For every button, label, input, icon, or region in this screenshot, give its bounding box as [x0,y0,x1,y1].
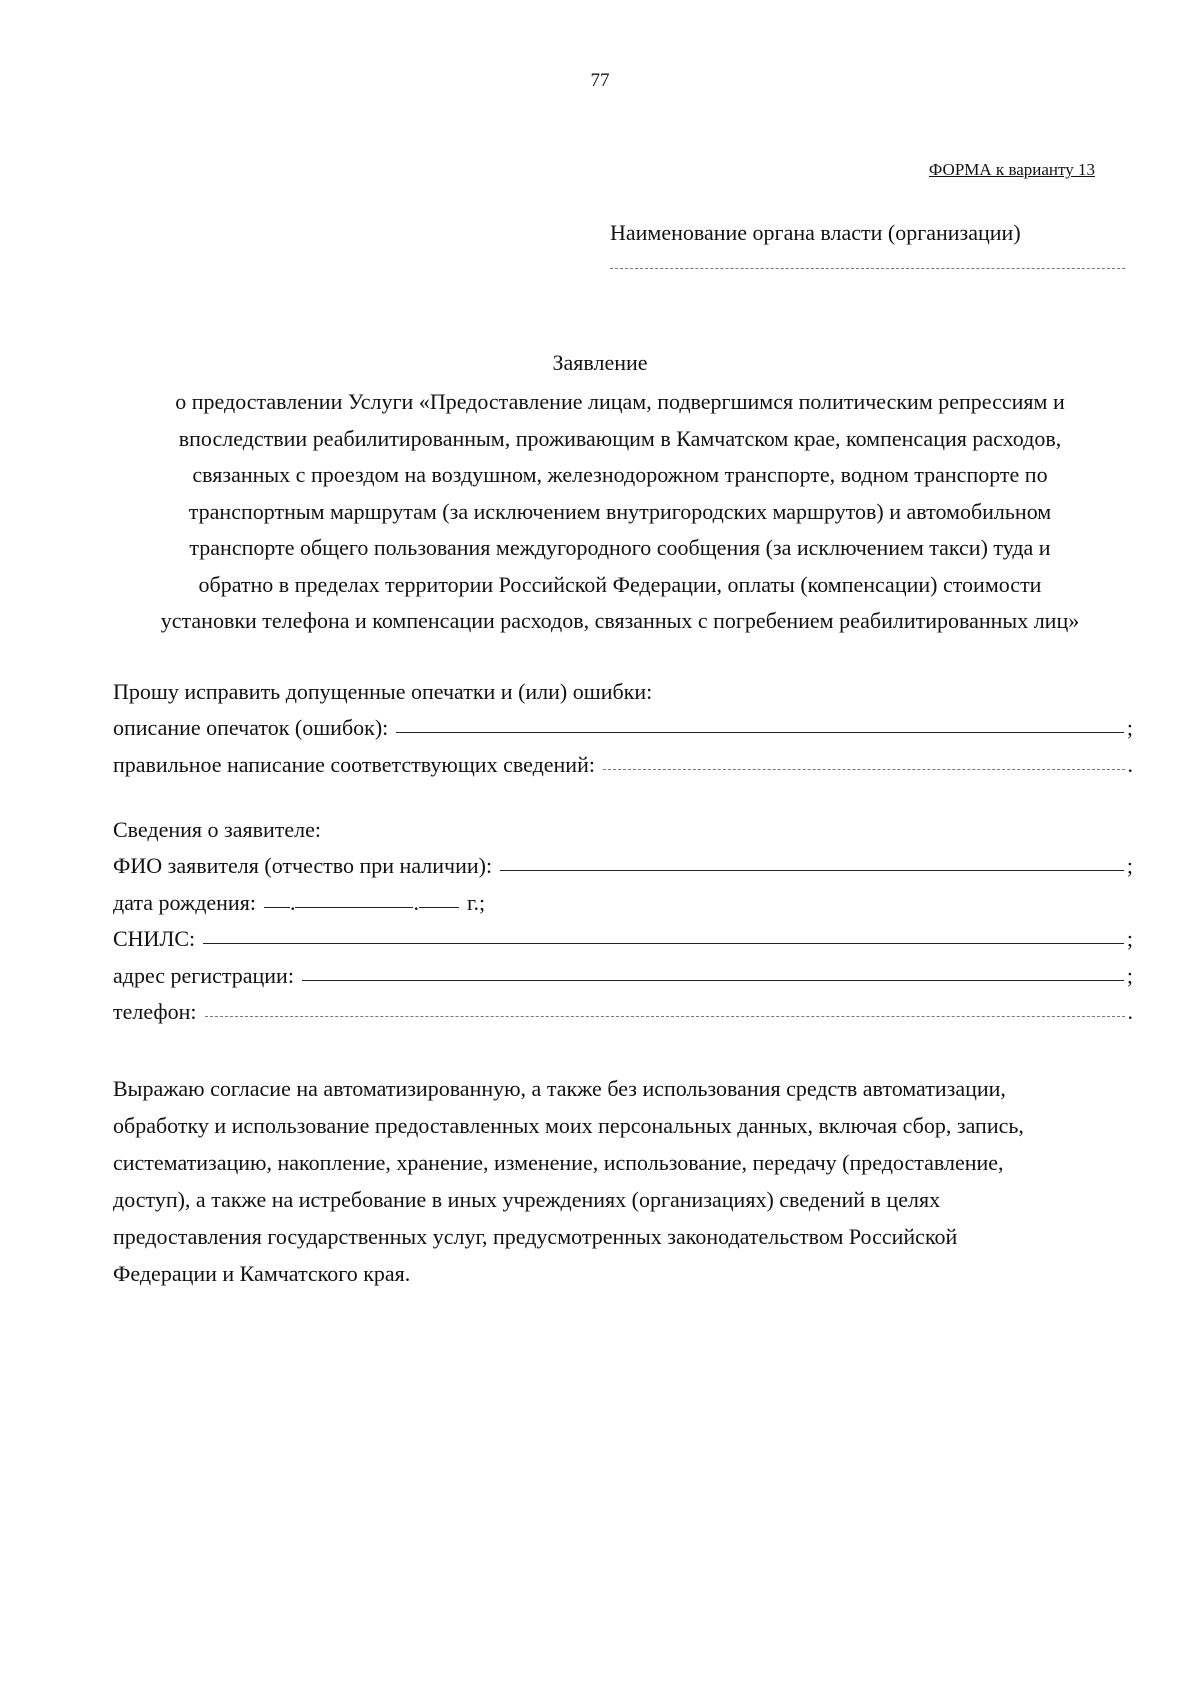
errors-end: ; [1126,715,1133,740]
consent-line: обработку и использование предоставленных моих персональных данных, включая сбор, запись, [113,1113,1024,1138]
correct-end: . [1127,751,1133,777]
consent-paragraph [113,1070,1133,1292]
snils-field[interactable] [203,943,1124,944]
fio-label: ФИО заявителя (отчество при наличии): [113,853,493,878]
subtitle-line: транспорте общего пользования междугородного сообщения (за исключением такси) туда и [189,535,1051,560]
address-label: адрес регистрации: [113,962,294,988]
corrections-section [113,668,1133,778]
document-title: Заявление [552,350,648,375]
subtitle-line: связанных с проездом на воздушном, железнодорожном транспорте, водном транспорте по [192,462,1048,487]
dob-year-field[interactable] [419,907,459,908]
snils-end: ; [1126,926,1133,951]
dob-month-field[interactable] [295,907,413,908]
errors-label: описание опечаток (ошибок): [113,715,389,740]
corrections-heading: Прошу исправить допущенные опечатки и (или) ошибки: [113,678,653,704]
phone-end: . [1127,999,1133,1024]
dob-suffix: г.; [466,889,486,915]
fio-end: ; [1126,853,1133,878]
dob-day-field[interactable] [264,907,290,908]
subtitle-line: впоследствии реабилитированным, проживающим в Камчатском крае, компенсация расходов, [178,425,1062,451]
form-variant-label: ФОРМА к варианту 13 [928,160,1095,179]
subtitle-line: обратно в пределах территории Российской Федерации, оплаты (компенсации) стоимости [198,571,1042,597]
dob-separator: . [289,889,296,915]
consent-line: Федерации и Камчатского края. [113,1261,411,1286]
address-end: ; [1126,962,1133,988]
applicant-section [113,806,1133,1025]
consent-line: доступ), а также на истребование в иных учреждениях (организациях) сведений в целях [113,1187,941,1212]
phone-field[interactable] [205,1016,1125,1017]
document-subtitle [110,384,1130,640]
correct-field[interactable] [603,769,1125,770]
applicant-heading: Сведения о заявителе: [113,816,322,842]
authority-field[interactable] [610,268,1125,269]
consent-line: Выражаю согласие на автоматизированную, а также без использования средств автоматизации, [113,1076,1006,1101]
authority-label: Наименование органа власти (организации) [610,220,1021,245]
consent-line: систематизацию, накопление, хранение, изменение, использование, передачу (предоставление, [113,1150,1004,1175]
dob-label: дата рождения: [113,889,256,915]
dob-separator: . [413,889,419,915]
page-number: 77 [590,70,610,91]
subtitle-line: установки телефона и компенсации расходов, связанных с погребением реабилитированных лиц» [160,608,1080,633]
errors-field[interactable] [396,732,1124,733]
subtitle-line: транспортным маршрутам (за исключением внутригородских маршрутов) и автомобильном [188,498,1052,524]
consent-line: предоставления государственных услуг, предусмотренных законодательством Российской [113,1224,958,1249]
phone-label: телефон: [113,999,197,1024]
correct-label: правильное написание соответствующих сведений: [113,751,595,777]
address-field[interactable] [302,980,1124,981]
subtitle-line: о предоставлении Услуги «Предоставление лицам, подвергшимся политическим репрессиям и [175,389,1065,414]
snils-label: СНИЛС: [113,926,196,951]
fio-field[interactable] [500,870,1124,871]
